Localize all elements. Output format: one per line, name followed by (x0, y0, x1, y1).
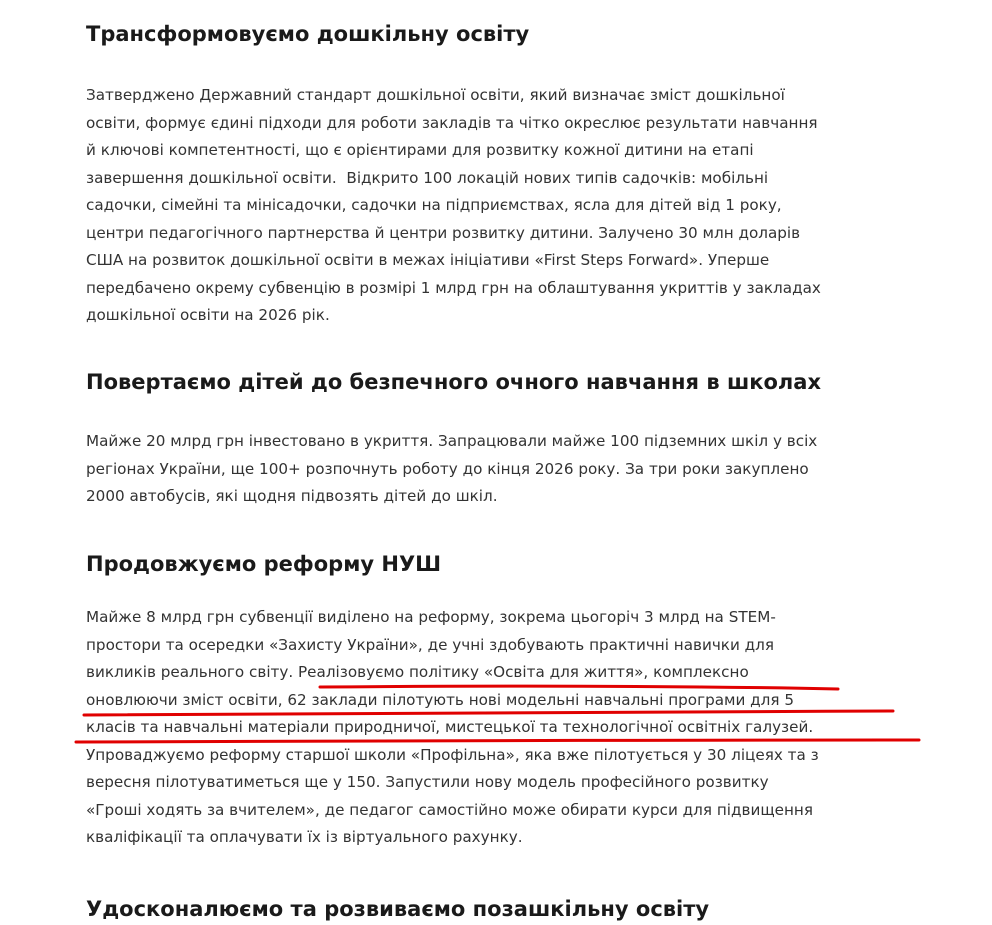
text-line: дошкільної освіти на 2026 рік. (86, 306, 330, 324)
section-title-nush: Продовжуємо реформу НУШ (86, 552, 442, 576)
section-title-extracurricular: Удосконалюємо та розвиваємо позашкільну освіту (86, 897, 710, 921)
section-body-preschool (86, 82, 931, 330)
text-line: 2000 автобусів, які щодня підвозять дітей до шкіл. (86, 487, 498, 505)
text-line: класів та навчальні матеріали природничої, мистецької та технологічної освітніх галузей. (86, 718, 814, 736)
text-line: простори та осередки «Захисту України», де учні здобувають практичні навички для (86, 635, 775, 654)
text-line: Майже 20 млрд грн інвестовано в укриття. Запрацювали майже 100 підземних шкіл у всіх (86, 432, 818, 450)
text-line: завершення дошкільної освіти. Відкрито 100 локацій нових типів садочків: мобільні (86, 168, 769, 187)
text-line: й ключові компетентності, що є орієнтирами для розвитку кожної дитини на етапі (86, 141, 754, 159)
section-title-schools: Повертаємо дітей до безпечного очного навчання в школах (86, 370, 822, 394)
text-line: США на розвиток дошкільної освіти в межах ініціативи «First Steps Forward». Уперше (86, 251, 770, 269)
text-line: садочки, сімейні та мінісадочки, садочки на підприємствах, ясла для дітей від 1 року, (86, 196, 782, 214)
text-line: регіонах України, ще 100+ розпочнуть роботу до кінця 2026 року. За три роки закуплено (86, 459, 809, 478)
text-line: Упроваджуємо реформу старшої школи «Профільна», яка вже пілотується у 30 ліцеях та з (86, 745, 819, 764)
text-line: Затверджено Державний стандарт дошкільної освіти, який визначає зміст дошкільної (86, 86, 785, 104)
text-line: вересня пілотуватиметься ще у 150. Запустили нову модель професійного розвитку (86, 773, 769, 791)
text-line: освіти, формує єдині підходи для роботи закладів та чітко окреслює результати навчання (86, 113, 818, 132)
text-line: передбачено окрему субвенцію в розмірі 1 млрд грн на облаштування укриттів у закладах (86, 278, 821, 297)
text-line: викликів реального світу. Реалізовуємо політику «Освіта для життя», комплексно (86, 663, 749, 681)
section-body-schools (86, 428, 931, 511)
text-line: «Гроші ходять за вчителем», де педагог самостійно може обирати курси для підвищення (86, 800, 813, 819)
section-body-nush (86, 604, 931, 852)
text-line: кваліфікації та оплачувати їх із віртуального рахунку. (86, 828, 523, 846)
text-line: Майже 8 млрд грн субвенції виділено на реформу, зокрема цьогоріч 3 млрд на STEM- (86, 608, 776, 626)
text-line: оновлюючи зміст освіти, 62 заклади пілотують нові модельні навчальні програми для 5 (86, 690, 795, 709)
text-line: центри педагогічного партнерства й центри розвитку дитини. Залучено 30 млн доларів (86, 223, 801, 242)
section-title-preschool: Трансформовуємо дошкільну освіту (86, 22, 530, 46)
